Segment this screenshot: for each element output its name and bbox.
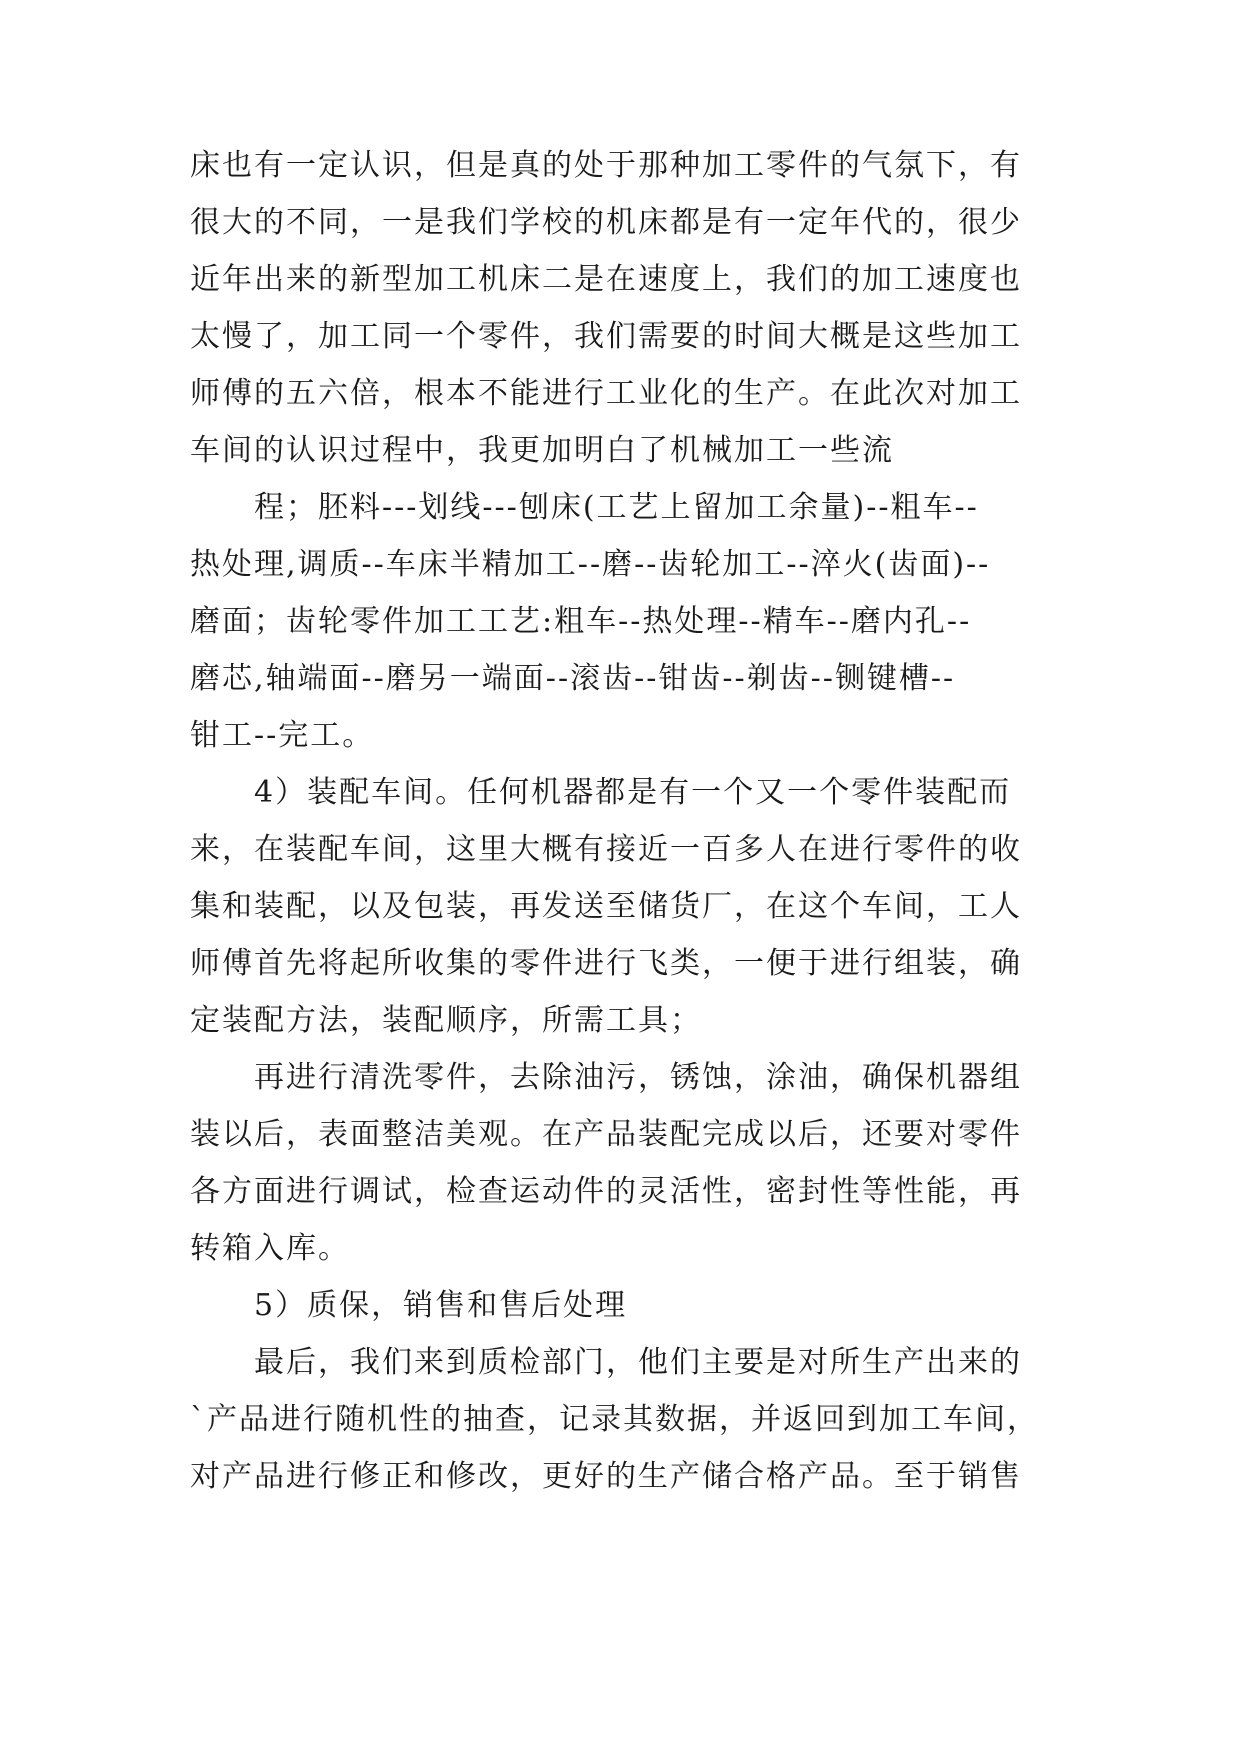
text-line: `产品进行随机性的抽查，记录其数据，并返回到加工车间，: [190, 1402, 1039, 1437]
section-heading: 5）质保，销售和售后处理: [254, 1288, 628, 1323]
section-heading: 4）装配车间。任何机器都是有一个又一个零件装配而: [254, 775, 1012, 810]
text-line: 定装配方法，装配顺序，所需工具；: [190, 1003, 702, 1038]
text-line: 近年出来的新型加工机床二是在速度上，我们的加工速度也: [190, 262, 1022, 297]
text-line: 热处理,调质--车床半精加工--磨--齿轮加工--淬火(齿面)--: [190, 547, 991, 582]
text-line: 很大的不同，一是我们学校的机床都是有一定年代的，很少: [190, 205, 1022, 240]
text-line: 程；胚料---划线---刨床(工艺上留加工余量)--粗车--: [254, 490, 979, 525]
text-line: 各方面进行调试，检查运动件的灵活性，密封性等性能，再: [190, 1174, 1022, 1209]
text-line: 装以后，表面整洁美观。在产品装配完成以后，还要对零件: [190, 1117, 1022, 1152]
text-line: 最后，我们来到质检部门，他们主要是对所生产出来的: [254, 1345, 1022, 1380]
text-line: 对产品进行修正和修改，更好的生产储合格产品。至于销售: [190, 1459, 1022, 1494]
text-line: 床也有一定认识，但是真的处于那种加工零件的气氛下，有: [190, 148, 1022, 183]
text-line: 师傅首先将起所收集的零件进行飞类，一便于进行组装，确: [190, 946, 1022, 981]
text-line: 太慢了，加工同一个零件，我们需要的时间大概是这些加工: [190, 319, 1022, 354]
text-line: 来，在装配车间，这里大概有接近一百多人在进行零件的收: [190, 832, 1022, 867]
text-line: 再进行清洗零件，去除油污，锈蚀，涂油，确保机器组: [254, 1060, 1022, 1095]
text-line: 转箱入库。: [190, 1231, 350, 1266]
text-line: 集和装配，以及包装，再发送至储货厂，在这个车间，工人: [190, 889, 1022, 924]
text-line: 磨面；齿轮零件加工工艺:粗车--热处理--精车--磨内孔--: [190, 604, 972, 639]
text-line: 磨芯,轴端面--磨另一端面--滚齿--钳齿--剃齿--铡键槽--: [190, 661, 956, 696]
text-line: 车间的认识过程中，我更加明白了机械加工一些流: [190, 433, 894, 468]
text-line: 师傅的五六倍，根本不能进行工业化的生产。在此次对加工: [190, 376, 1022, 411]
text-line: 钳工--完工。: [190, 718, 375, 753]
